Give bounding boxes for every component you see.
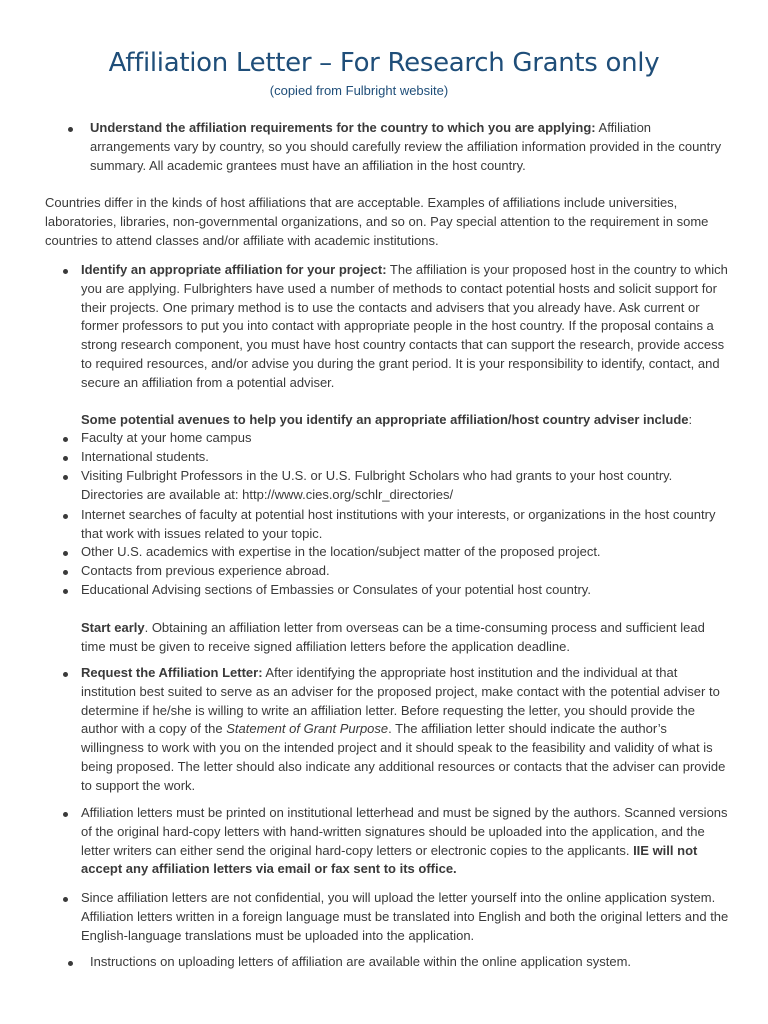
bullet-dot — [63, 475, 68, 480]
avenue-item: Contacts from previous experience abroad. — [81, 563, 330, 578]
item-bold-text: IIE will not accept any affiliation letters via email or fax sent to its office. — [81, 842, 698, 877]
list-item-affiliation-requirements — [90, 119, 730, 175]
item-heading: Identify an appropriate affiliation for your project: — [81, 262, 387, 277]
avenues-heading-colon: : — [688, 412, 693, 427]
avenue-item: Visiting Fulbright Professors in the U.S. or U.S. Fulbright Scholars who had grants to your host country. Directories are available at: http://www.cies.org/schlr_directories/ — [81, 468, 673, 502]
bullet-dot — [63, 551, 68, 556]
list-item-letterhead — [81, 804, 731, 879]
bullet-dot — [68, 961, 73, 966]
list-item-upload-letter: Since affiliation letters are not confidential, you will upload the letter yourself into the online application system. Affiliation letters written in a foreign language must be translated into English and both the original letters and the English-language translations must be uploaded into the application. — [81, 890, 729, 943]
item-text-continued: . The affiliation letter should indicate the author’s willingness to work with you on the intended project and it should speak to the feasibility and validity of what is being proposed. The letter should also indicate any additional resources or contacts that the adviser can provide to support the work. — [81, 721, 726, 793]
bullet-dot — [63, 269, 68, 274]
avenues-heading-text: Some potential avenues to help you identify an appropriate affiliation/host country adviser include — [81, 412, 689, 427]
bullet-dot — [63, 812, 68, 817]
bullet-dot — [63, 897, 68, 902]
avenue-item: International students. — [81, 449, 209, 464]
start-early-text: . Obtaining an affiliation letter from overseas can be a time-consuming process and sufficient lead time must be given to receive signed affiliation letters before the application deadline. — [81, 620, 705, 654]
item-text: Affiliation arrangements vary by country, so you should carefully review the affiliation information provided in the country summary. All academic grantees must have an affiliation in the host country. — [90, 120, 722, 173]
item-text: Affiliation letters must be printed on institutional letterhead and must be signed by the authors. Scanned versions of the original hard-copy letters with hand-written signatures should be uploaded into the application, and the letter writers can either send the original hard-copy letters or electronic copies to the applicants. — [81, 805, 728, 858]
item-heading: Request the Affiliation Letter: — [81, 665, 263, 680]
start-early-paragraph — [81, 619, 731, 657]
bullet-dot — [63, 514, 68, 519]
bullet-dot — [68, 127, 73, 132]
list-item-identify-affiliation — [81, 261, 731, 393]
item-heading: Understand the affiliation requirements for the country to which you are applying: — [90, 120, 596, 135]
page-subtitle: (copied from Fulbright website) — [269, 83, 449, 98]
avenue-item: Other U.S. academics with expertise in the location/subject matter of the proposed project. — [81, 544, 601, 559]
bullet-dot — [63, 456, 68, 461]
item-text: The affiliation is your proposed host in the country to which you are applying. Fulbrighters have used a number of methods to contact potential hosts and solicit support for their projects. One primary method is to use the contacts and advisers that you already have. Ask current or former professors to put you into contact with appropriate people in the host country. If the proposal contains a strong research component, you must have host country contacts that can support the research, provide access to required resources, and/or advise you during the grant period. It is your responsibility to identify, contact, and secure an affiliation from a potential adviser. — [81, 262, 728, 390]
item-italic-text: Statement of Grant Purpose — [226, 721, 389, 737]
bullet-dot — [63, 589, 68, 594]
bullet-dot — [63, 437, 68, 442]
avenue-item: Faculty at your home campus — [81, 430, 252, 445]
avenues-heading — [81, 411, 731, 430]
start-early-heading: Start early — [81, 620, 145, 635]
list-item-instructions: Instructions on uploading letters of affiliation are available within the online application system. — [90, 954, 632, 969]
item-text: After identifying the appropriate host institution and the individual at that institution best suited to serve as an adviser for the proposed project, make contact with the potential adviser to determine if he/she is willing to write an affiliation letter. Before requesting the letter, you should provide the author with a copy of the — [81, 665, 720, 737]
bullet-dot — [63, 672, 68, 677]
paragraph-countries-differ: Countries differ in the kinds of host affiliations that are acceptable. Examples of affiliations include universities, laboratories, libraries, non-governmental organizations, and so on. Pay special attention to the requirement in some countries to attend classes and/or affiliate with academic institutions. — [45, 195, 709, 248]
page-title: Affiliation Letter – For Research Grants only — [108, 48, 660, 78]
avenue-item: Internet searches of faculty at potential host institutions with your interests, or organizations in the host country that work with issues related to your topic. — [81, 507, 716, 541]
bullet-dot — [63, 570, 68, 575]
list-item-request-letter — [81, 664, 731, 796]
avenue-item: Educational Advising sections of Embassies or Consulates of your potential host country. — [81, 582, 591, 597]
